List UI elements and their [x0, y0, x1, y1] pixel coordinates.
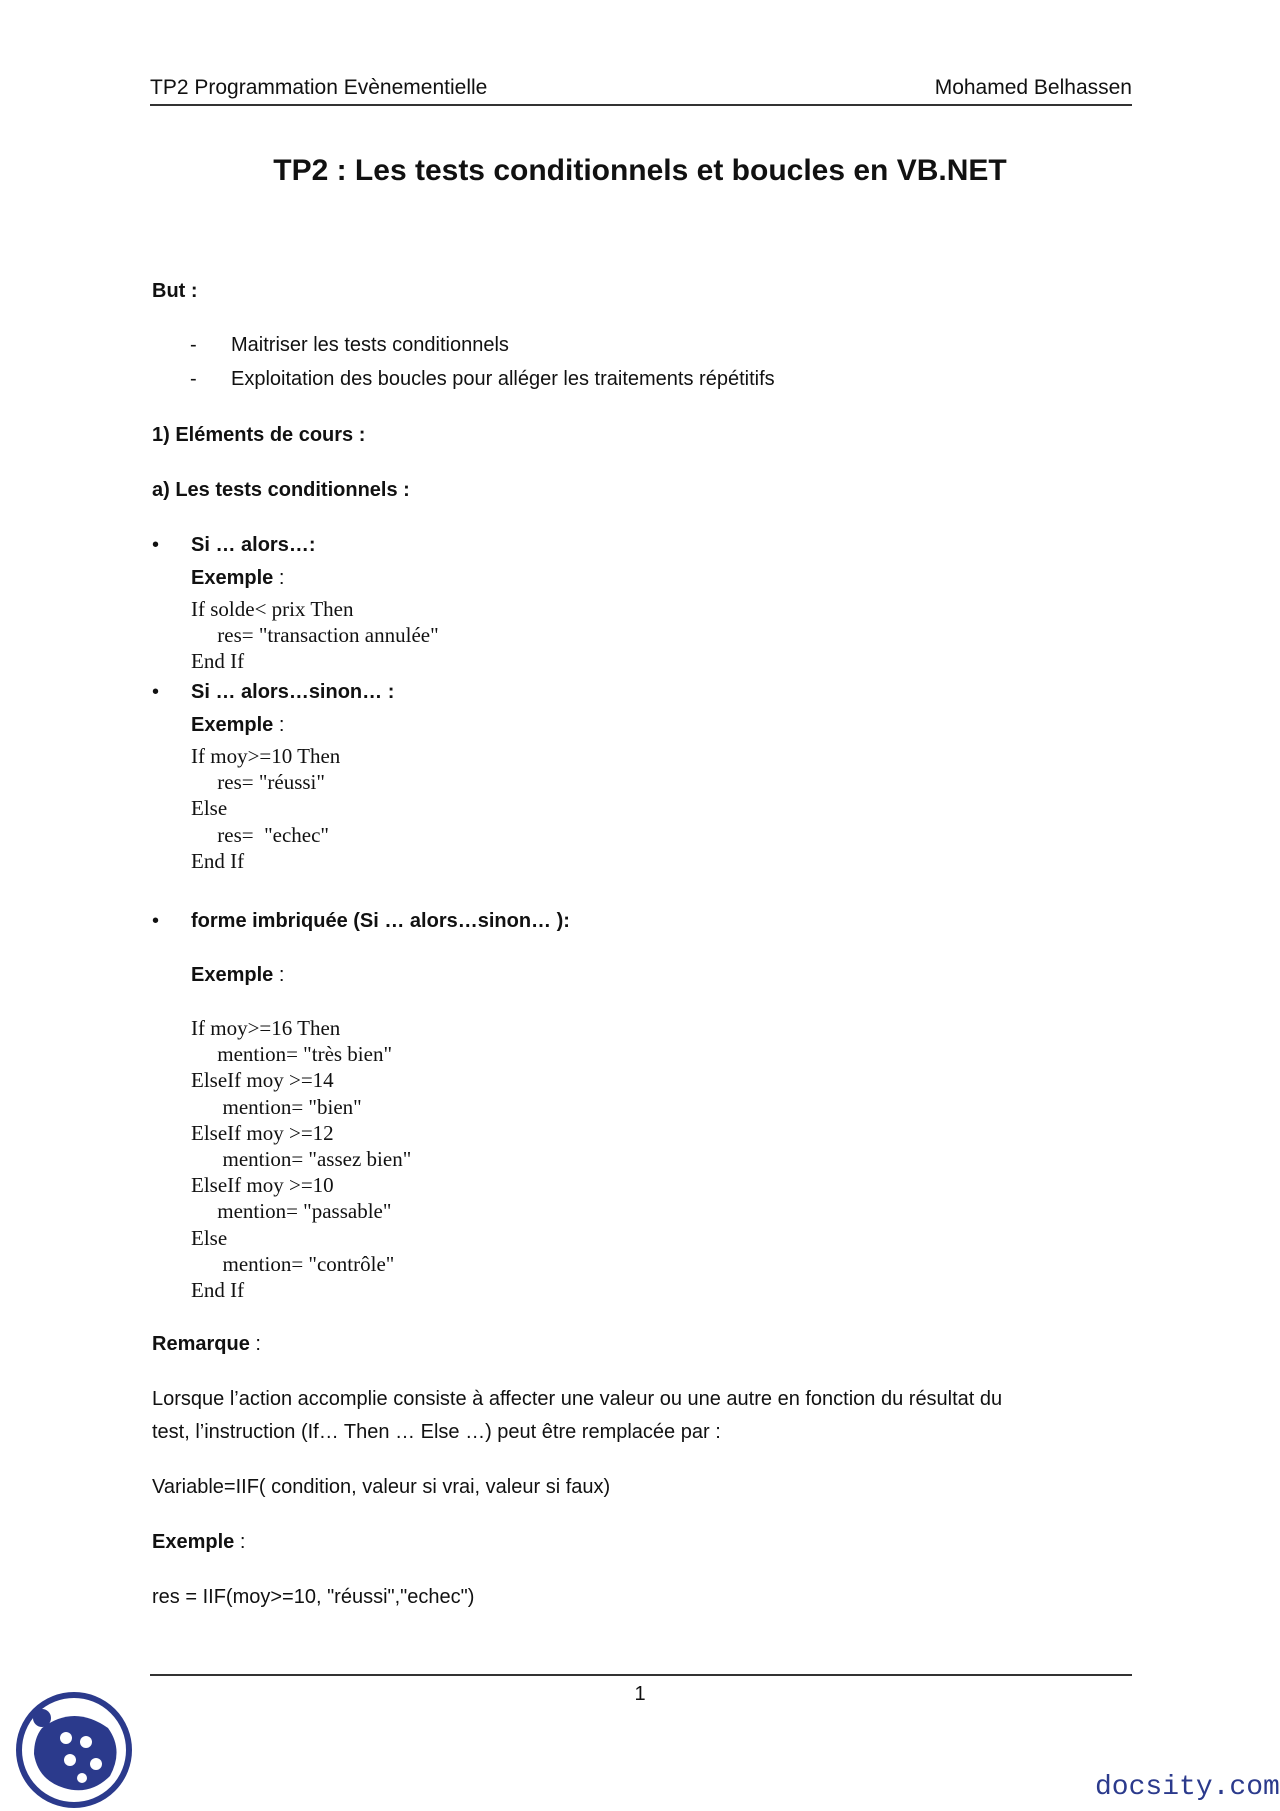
but-label: But :	[152, 280, 198, 302]
exemple-label: Exemple	[191, 964, 274, 986]
document-title: TP2 : Les tests conditionnels et boucles en VB.NET	[273, 154, 1007, 187]
exemple-label: Exemple	[191, 567, 274, 589]
remarque-line-1: Lorsque l’action accomplie consiste à affecter une valeur ou une autre en fonction du résultat du	[152, 1388, 1003, 1410]
remarque-exemple	[152, 1531, 245, 1554]
si-sinon-heading: Si … alors…sinon… :	[191, 681, 395, 703]
section-1-heading: 1) Eléments de cours :	[152, 424, 366, 446]
objective-1: Maitriser les tests conditionnels	[231, 334, 509, 356]
exemple-colon: :	[273, 567, 285, 589]
objective-2: Exploitation des boucles pour alléger les traitements répétitifs	[231, 368, 775, 390]
bullet-dot: •	[152, 534, 160, 556]
iif-syntax: Variable=IIF( condition, valeur si vrai, valeur si faux)	[152, 1476, 611, 1498]
exemple-label: Exemple	[191, 714, 274, 736]
header-author: Mohamed Belhassen	[934, 76, 1132, 99]
exemple-colon: :	[234, 1531, 246, 1553]
si-alors-code: If solde< prix Then res= "transaction annulée" End If	[191, 597, 439, 674]
remarque-colon: :	[249, 1333, 261, 1355]
remarque-line-2: test, l’instruction (If… Then … Else …) peut être remplacée par :	[152, 1421, 721, 1443]
imbriquee-code: If moy>=16 Then mention= "très bien" ElseIf moy >=14 mention= "bien" ElseIf moy >=12 mention= "assez bien" ElseIf moy >=10 mention= "passable" Else mention= "contrôle" End If	[191, 1016, 412, 1303]
remarque-label: Remarque	[152, 1333, 250, 1355]
si-sinon-code: If moy>=10 Then res= "réussi" Else res= "echec" End If	[191, 744, 341, 873]
si-alors-exemple	[191, 567, 284, 590]
page-header	[150, 76, 1132, 100]
footer-divider	[150, 1674, 1132, 1676]
page-number: 1	[634, 1683, 646, 1705]
section-a-heading: a) Les tests conditionnels :	[152, 479, 410, 501]
imbriquee-exemple	[191, 964, 284, 987]
iif-example-code: res = IIF(moy>=10, "réussi","echec")	[152, 1586, 475, 1608]
dash-bullet-2: -	[190, 368, 197, 390]
imbriquee-heading: forme imbriquée (Si … alors…sinon… ):	[191, 910, 570, 932]
si-sinon-exemple	[191, 714, 284, 737]
remarque-heading	[152, 1333, 261, 1356]
exemple-label: Exemple	[152, 1531, 235, 1553]
header-divider	[150, 104, 1132, 106]
si-alors-heading: Si … alors…:	[191, 534, 316, 556]
docsity-logo-icon	[12, 1688, 136, 1808]
header-course-title: TP2 Programmation Evènementielle	[150, 76, 488, 99]
exemple-colon: :	[273, 714, 285, 736]
brand-text: docsity.com	[1095, 1772, 1280, 1803]
bullet-dot: •	[152, 910, 160, 932]
dash-bullet-1: -	[190, 334, 197, 356]
bullet-dot: •	[152, 681, 160, 703]
exemple-colon: :	[273, 964, 285, 986]
